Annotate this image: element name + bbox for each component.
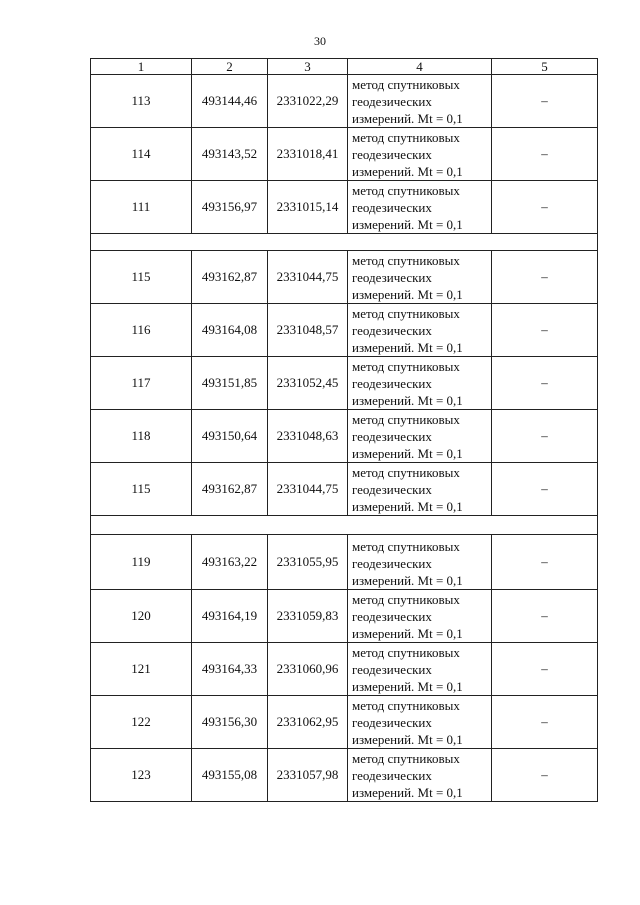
x-coordinate-cell: 493164,08 (192, 304, 268, 357)
note-cell: – (492, 535, 598, 590)
x-coordinate-cell: 493156,30 (192, 696, 268, 749)
table-row (91, 643, 598, 696)
table-row (91, 75, 598, 128)
x-coordinate-cell: 493156,97 (192, 181, 268, 234)
page-number: 30 (314, 34, 326, 48)
point-number-cell: 118 (91, 410, 192, 463)
point-number-cell: 119 (91, 535, 192, 590)
point-number-cell: 121 (91, 643, 192, 696)
table-row (91, 357, 598, 410)
method-cell: метод спутниковых геодезических измерений. Mt = 0,1 (348, 643, 492, 696)
x-coordinate-cell: 493143,52 (192, 128, 268, 181)
y-coordinate-cell: 2331048,57 (268, 304, 348, 357)
y-coordinate-cell: 2331044,75 (268, 463, 348, 516)
method-cell: метод спутниковых геодезических измерений. Mt = 0,1 (348, 128, 492, 181)
point-number-cell: 117 (91, 357, 192, 410)
y-coordinate-cell: 2331059,83 (268, 590, 348, 643)
column-header: 5 (492, 59, 598, 75)
point-number-cell: 122 (91, 696, 192, 749)
method-cell: метод спутниковых геодезических измерений. Mt = 0,1 (348, 535, 492, 590)
point-number-cell: 120 (91, 590, 192, 643)
note-cell: – (492, 590, 598, 643)
point-number-cell: 114 (91, 128, 192, 181)
table-row (91, 696, 598, 749)
x-coordinate-cell: 493164,19 (192, 590, 268, 643)
table-row (91, 128, 598, 181)
method-cell: метод спутниковых геодезических измерений. Mt = 0,1 (348, 463, 492, 516)
table-row (91, 181, 598, 234)
section-separator-cell (91, 234, 598, 251)
y-coordinate-cell: 2331062,95 (268, 696, 348, 749)
section-separator-row (91, 234, 598, 251)
x-coordinate-cell: 493151,85 (192, 357, 268, 410)
point-number-cell: 115 (91, 251, 192, 304)
y-coordinate-cell: 2331055,95 (268, 535, 348, 590)
y-coordinate-cell: 2331060,96 (268, 643, 348, 696)
y-coordinate-cell: 2331015,14 (268, 181, 348, 234)
table-row (91, 304, 598, 357)
x-coordinate-cell: 493162,87 (192, 463, 268, 516)
method-cell: метод спутниковых геодезических измерений. Mt = 0,1 (348, 251, 492, 304)
method-cell: метод спутниковых геодезических измерений. Mt = 0,1 (348, 590, 492, 643)
point-number-cell: 111 (91, 181, 192, 234)
note-cell: – (492, 251, 598, 304)
table-row (91, 251, 598, 304)
point-number-cell: 123 (91, 749, 192, 802)
x-coordinate-cell: 493150,64 (192, 410, 268, 463)
x-coordinate-cell: 493164,33 (192, 643, 268, 696)
y-coordinate-cell: 2331044,75 (268, 251, 348, 304)
table-row (91, 590, 598, 643)
note-cell: – (492, 696, 598, 749)
method-cell: метод спутниковых геодезических измерений. Mt = 0,1 (348, 75, 492, 128)
table-row (91, 535, 598, 590)
note-cell: – (492, 304, 598, 357)
note-cell: – (492, 181, 598, 234)
note-cell: – (492, 463, 598, 516)
y-coordinate-cell: 2331018,41 (268, 128, 348, 181)
point-number-cell: 115 (91, 463, 192, 516)
column-header: 2 (192, 59, 268, 75)
note-cell: – (492, 357, 598, 410)
point-number-cell: 113 (91, 75, 192, 128)
note-cell: – (492, 75, 598, 128)
x-coordinate-cell: 493144,46 (192, 75, 268, 128)
point-number-cell: 116 (91, 304, 192, 357)
method-cell: метод спутниковых геодезических измерений. Mt = 0,1 (348, 749, 492, 802)
x-coordinate-cell: 493162,87 (192, 251, 268, 304)
table-body (91, 75, 598, 802)
section-separator-row (91, 516, 598, 535)
table-row (91, 463, 598, 516)
x-coordinate-cell: 493155,08 (192, 749, 268, 802)
table-row (91, 749, 598, 802)
method-cell: метод спутниковых геодезических измерений. Mt = 0,1 (348, 304, 492, 357)
note-cell: – (492, 749, 598, 802)
note-cell: – (492, 128, 598, 181)
column-header: 4 (348, 59, 492, 75)
note-cell: – (492, 643, 598, 696)
y-coordinate-cell: 2331022,29 (268, 75, 348, 128)
coordinates-table (90, 58, 598, 802)
column-header: 3 (268, 59, 348, 75)
x-coordinate-cell: 493163,22 (192, 535, 268, 590)
method-cell: метод спутниковых геодезических измерений. Mt = 0,1 (348, 696, 492, 749)
method-cell: метод спутниковых геодезических измерений. Mt = 0,1 (348, 181, 492, 234)
y-coordinate-cell: 2331057,98 (268, 749, 348, 802)
note-cell: – (492, 410, 598, 463)
y-coordinate-cell: 2331052,45 (268, 357, 348, 410)
method-cell: метод спутниковых геодезических измерений. Mt = 0,1 (348, 410, 492, 463)
table-row (91, 410, 598, 463)
table-header-row (91, 59, 598, 75)
section-separator-cell (91, 516, 598, 535)
column-header: 1 (91, 59, 192, 75)
method-cell: метод спутниковых геодезических измерений. Mt = 0,1 (348, 357, 492, 410)
y-coordinate-cell: 2331048,63 (268, 410, 348, 463)
